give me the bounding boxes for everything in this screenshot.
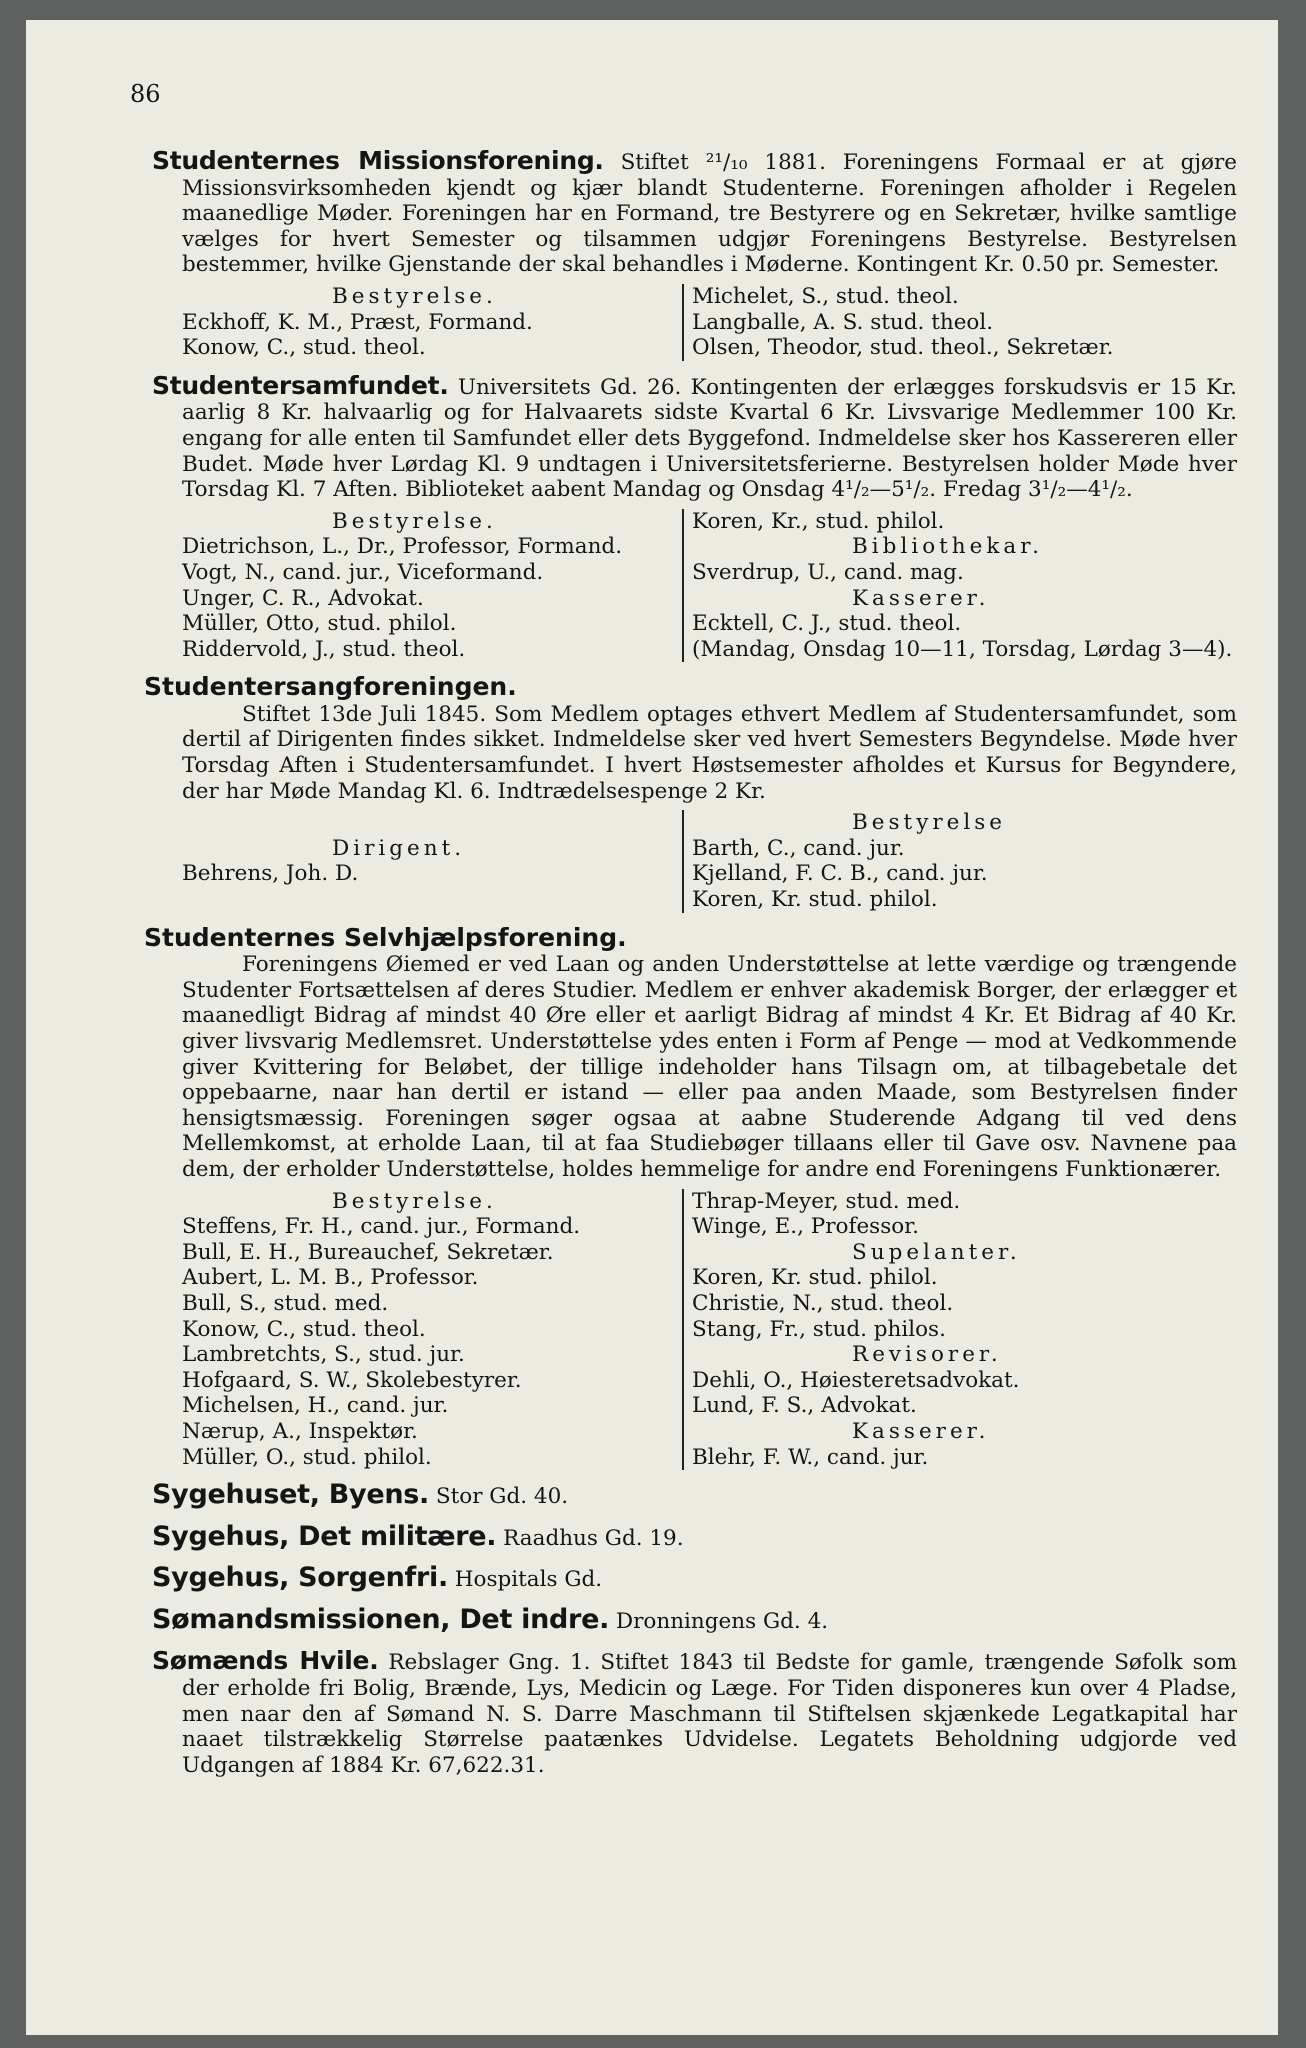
list-item: Hofgaard, S. W., Skolebestyrer. [182,1367,522,1393]
list-item: Müller, Otto, stud. philol. [182,611,457,637]
entry-text: Foreningens Øiemed er ved Laan og anden Understøttelse at lette værdige og trængende Studenter Fortsættelsen af deres Studier. Medlem er enhver akademisk Borger, der erlægger et maanedligt Bidrag af mindst 40 Øre eller et aarligt Bidrag af mindst 4 Kr. Et Bidrag af 40 Kr. giver livsvarig Medlemsret. Understøttelse ydes enten i Form af Penge — mod at Vedkommende giver Kvittering for Beløbet, der tillige indeholder hans Tilsagn om, at tilbagebetale det oppebaarne, naar han dertil er istand — eller paa anden Maade, som Bestyrelsen finder hensigtsmæssig. Foreningen søger ogsaa at aabne Studerende Adgang til ved dens Mellemkomst, at erholde Laan, til at faa Studiebøger tillaans eller til Gave osv. Navnene paa dem, der erholder Understøttelse, holdes hemmelige for andre end Foreningens Funktionærer. [182,952,1237,1182]
section-heading: Bibliothekar. [852,534,1043,560]
entry-text: Hospitals Gd. [454,1567,603,1593]
entry-text: Dronningens Gd. 4. [615,1608,829,1634]
entry-text: Rebslager Gng. 1. Stiftet 1843 til Bedste for gamle, trængende Søfolk som der erholde fri Bolig, Brænde, Lys, Medicin og Læge. For Tiden disponeres kun over 4 Pladse, men naar den af Sømand N. S. Darre Maschmann til Stiftelsen skjænkede Legatkapital har naaet tilstrækkelig Størrelse paatænkes Udvidelse. Legatets Beholdning udgjorde ved Udgangen af 1884 Kr. 67,622.31. [182,1650,1237,1778]
list-item: Dehli, O., Høiesteretsadvokat. [692,1367,1020,1393]
entry-somandsmissionen [152,1603,1237,1635]
board-list [152,810,1237,912]
list-item: Vogt, N., cand. jur., Viceformand. [182,559,544,585]
list-item: Langballe, A. S. stud. theol. [692,309,994,335]
list-item: Ecktell, C. J., stud. theol. [692,611,962,637]
entry-text: Stiftet ²¹/₁₀ 1881. Foreningens Formaal er at gjøre Missionsvirksomheden kjendt og kjær blandt Studenterne. Foreningen afholder i Regelen maanedlige Møder. Foreningen har en Formand, tre Bestyrere og en Sekretær, hvilke samtlige vælges for hvert Semester og tilsammen udgjør Foreningens Bestyrelse. Bestyrelsen bestemmer, hvilke Gjenstande der skal behandles i Møderne. Kontingent Kr. 0.50 pr. Semester. [182,150,1237,278]
list-item: Koren, Kr. stud. philol. [692,1265,938,1291]
entry-text: Raadhus Gd. 19. [503,1525,684,1551]
document-page [26,20,1278,2035]
board-list [152,284,1237,361]
list-item: Dietrichson, L., Dr., Professor, Formand. [182,534,623,560]
list-item: Bull, E. H., Bureauchef, Sekretær. [182,1239,554,1265]
section-heading: Revisorer. [852,1342,1002,1368]
entry-studentersamfundet [152,370,1237,663]
list-item: Riddervold, J., stud. theol. [182,636,466,662]
list-item: Olsen, Theodor, stud. theol., Sekretær. [692,335,1114,361]
board-right-column [682,508,1233,663]
section-heading: Dirigent. [332,835,466,861]
entry-missionsforening [152,148,1237,361]
section-heading: Kasserer. [852,1418,990,1444]
list-item: Christie, N., stud. theol. [692,1290,954,1316]
entry-text: Stiftet 13de Juli 1845. Som Medlem optages ethvert Medlem af Studentersamfundet, som dertil af Dirigenten findes sikket. Indmeldelse sker ved hvert Semesters Begyndelse. Møde hver Torsdag Aften i Studentersamfundet. I hvert Høstsemester afholdes et Kursus for Begyndere, der har Møde Mandag Kl. 6. Indtrædelsespenge 2 Kr. [182,701,1237,804]
entry-sygehus-sorgenfri [152,1562,1237,1594]
list-item: Müller, O., stud. philol. [182,1444,432,1470]
board-right-column [682,810,1212,912]
board-left-column [182,810,682,912]
entry-sygehus-militaere [152,1520,1237,1552]
entry-selvhjaelpsforening [144,922,1237,1470]
list-item: Behrens, Joh. D. [182,861,359,887]
list-item: Lund, F. S., Advokat. [692,1393,917,1419]
section-heading: Supelanter. [852,1239,1021,1265]
list-item: Steffens, Fr. H., cand. jur., Formand. [182,1214,581,1240]
entry-heading: Sygehus, Sorgenfri. [152,1562,448,1594]
entry-heading: Sygehuset, Byens. [152,1479,430,1511]
entry-text: Universitets Gd. 26. Kontingenten der erlægges forskudsvis er 15 Kr. aarlig 8 Kr. halvaarlig og for Halvaarets sidste Kvartal 6 Kr. Livsvarige Medlemmer 100 Kr. engang for alle enten til Samfundet eller dets Byggefond. Indmeldelse sker hos Kassereren eller Budet. Møde hver Lørdag Kl. 9 undtagen i Universitetsferierne. Bestyrelsen holder Møde hver Torsdag Kl. 7 Aften. Biblioteket aabent Mandag og Onsdag 4¹/₂—5¹/₂. Fredag 3¹/₂—4¹/₂. [182,374,1237,503]
entry-somaends-hvile [152,1648,1237,1778]
list-item: Nærup, A., Inspektør. [182,1418,418,1444]
list-item: Lambretchts, S., stud. jur. [182,1342,465,1368]
list-item: Stang, Fr., stud. philos. [692,1316,946,1342]
section-heading: Kasserer. [852,585,990,611]
entry-studentersangforeningen [144,672,1237,913]
list-item: Bull, S., stud. med. [182,1290,389,1316]
list-item: Winge, E., Professor. [692,1214,919,1240]
entry-heading: Studentersangforeningen. [144,672,517,702]
board-list [152,1189,1237,1471]
entry-heading: Sygehus, Det militære. [152,1520,497,1552]
entry-heading: Studenternes Selvhjælpsforening. [144,922,627,952]
entry-heading: Studentersamfundet. [152,370,449,400]
list-item: Michelsen, H., cand. jur. [182,1393,449,1419]
entry-heading: Studenternes Missionsforening. [152,146,604,175]
entry-sygehuset-byens [152,1479,1237,1511]
page-number: 86 [130,80,161,108]
list-item: Unger, C. R., Advokat. [182,585,424,611]
list-item: Michelet, S., stud. theol. [692,283,959,309]
board-list [152,509,1237,663]
section-heading: Bestyrelse. [332,1188,497,1214]
section-heading: Bestyrelse. [332,283,497,309]
list-item: Kjelland, F. C. B., cand. jur. [692,861,988,887]
list-item: Eckhoff, K. M., Præst, Formand. [182,309,533,335]
board-right-column [682,284,1212,361]
entry-heading: Sømandsmissionen, Det indre. [152,1603,610,1635]
list-item: Konow, C., stud. theol. [182,335,426,361]
list-item: Sverdrup, U., cand. mag. [692,559,964,585]
list-item: Thrap-Meyer, stud. med. [692,1188,961,1214]
board-right-column [682,1189,1212,1471]
board-left-column [182,284,682,361]
list-item: Blehr, F. W., cand. jur. [692,1444,929,1470]
list-item: (Mandag, Onsdag 10—11, Torsdag, Lørdag 3—4). [692,636,1233,662]
board-left-column [182,1189,682,1471]
section-heading: Bestyrelse. [332,508,497,534]
board-left-column [182,509,682,663]
entry-heading: Sømænds Hvile. [152,1646,379,1676]
list-item: Koren, Kr., stud. philol. [692,508,945,534]
list-item: Barth, C., cand. jur. [692,835,905,861]
list-item: Konow, C., stud. theol. [182,1316,426,1342]
section-heading: Bestyrelse [852,810,1006,836]
entry-text: Stor Gd. 40. [435,1484,569,1510]
list-item: Aubert, L. M. B., Professor. [182,1265,479,1291]
document-body [144,146,1237,1790]
list-item: Koren, Kr. stud. philol. [692,887,938,913]
